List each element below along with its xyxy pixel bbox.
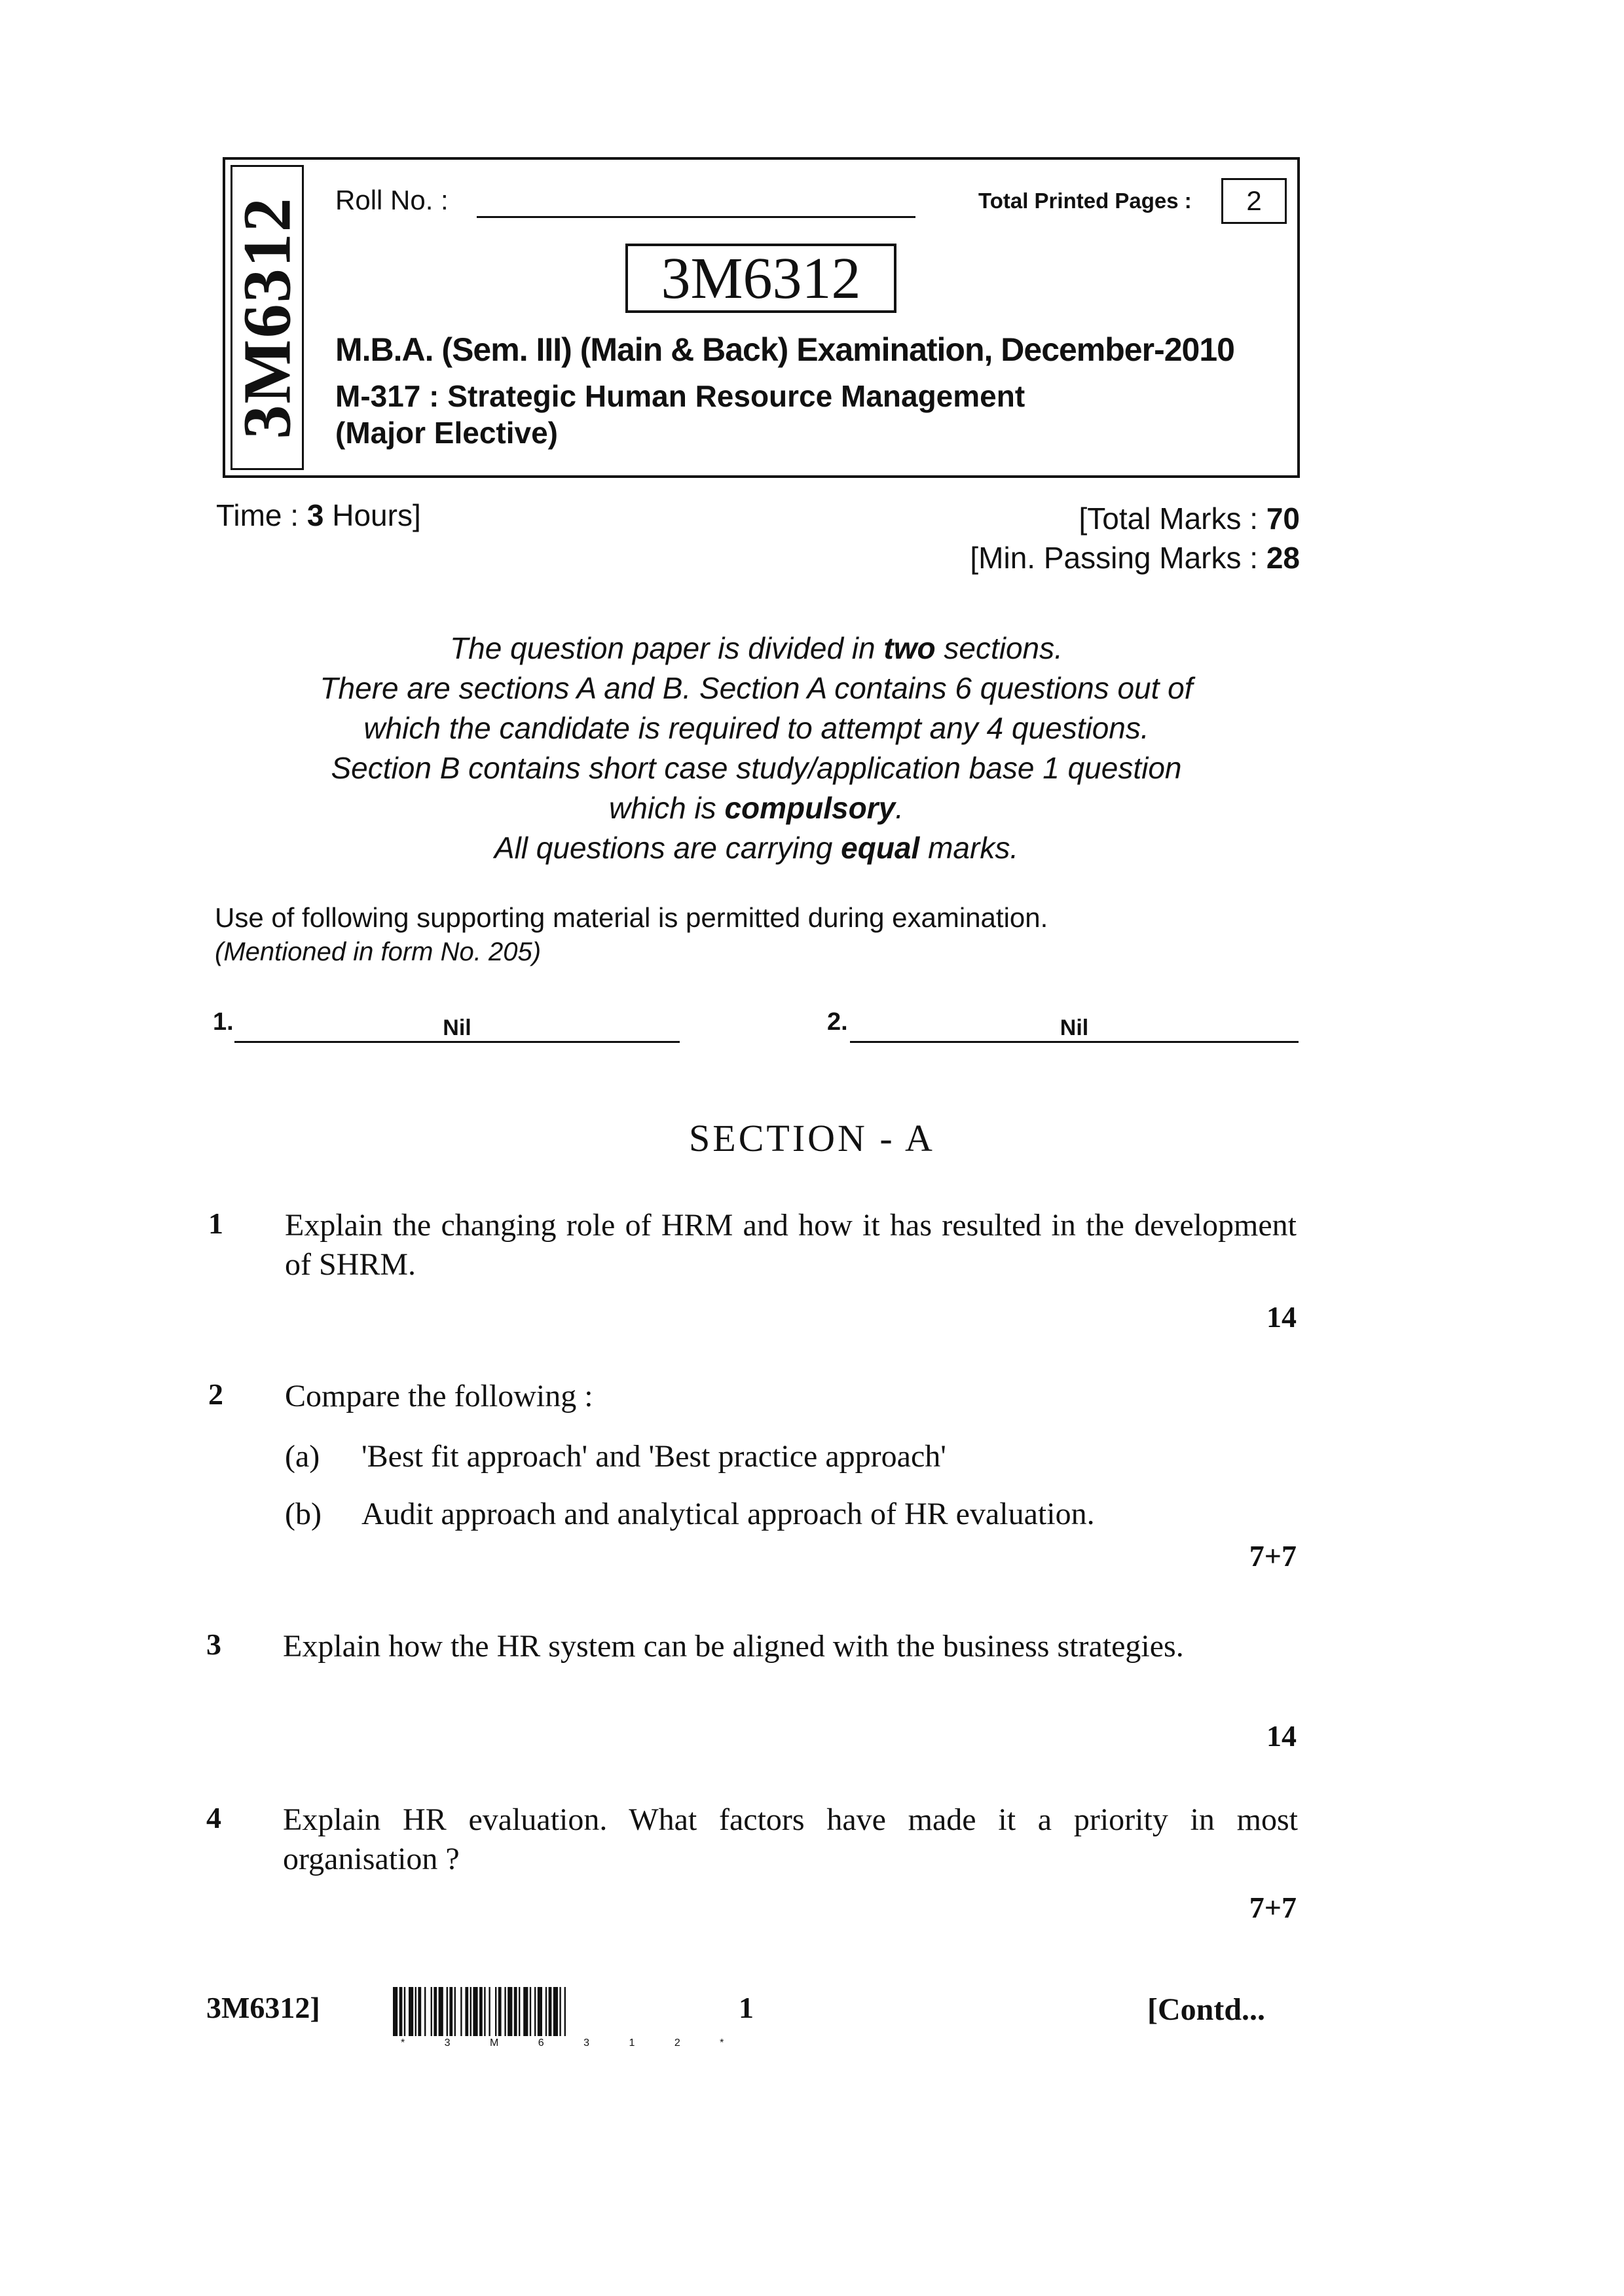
- section-heading: SECTION - A: [689, 1117, 935, 1159]
- question-2b-text: Audit approach and analytical approach of HR evaluation.: [361, 1497, 1095, 1531]
- total-marks: [Total Marks : 70: [1079, 501, 1300, 536]
- subject-title: M-317 : Strategic Human Resource Management: [335, 379, 1025, 413]
- barcode-bar: [484, 1987, 485, 2036]
- instruction-line: which is compulsory.: [609, 791, 904, 825]
- question-4-number: 4: [206, 1801, 221, 1834]
- barcode-bar: [504, 1987, 506, 2036]
- barcode-bar: [439, 1987, 443, 2036]
- barcode-bar: [545, 1987, 547, 2036]
- barcode-bar: [498, 1987, 502, 2036]
- barcode-bar: [431, 1987, 432, 2036]
- instruction-line: Section B contains short case study/application base 1 question: [331, 751, 1182, 785]
- barcode-bar: [447, 1987, 448, 2036]
- barcode-bar: [514, 1987, 517, 2036]
- total-pages-value: 2: [1221, 178, 1287, 224]
- barcode-bar: [473, 1987, 477, 2036]
- material-1-number: 1.: [213, 1008, 234, 1036]
- barcode-bar: [507, 1987, 512, 2036]
- footer-paper-code: 3M6312]: [206, 1991, 320, 2024]
- material-1-line: [234, 1008, 680, 1043]
- roll-number-line: [477, 216, 915, 218]
- barcode-bar: [559, 1987, 561, 2036]
- barcode-bar: [409, 1987, 413, 2036]
- time-value: 3: [306, 498, 324, 532]
- barcode-icon: [393, 1987, 674, 2036]
- barcode-bar: [495, 1987, 496, 2036]
- question-2a-text: 'Best fit approach' and 'Best practice approach': [361, 1439, 946, 1474]
- barcode-caption: * 3 M 6 3 1 2 *: [401, 2037, 743, 2049]
- instruction-line: All questions are carrying equal marks.: [494, 831, 1019, 865]
- barcode-bar: [479, 1987, 483, 2036]
- barcode-bar: [564, 1987, 566, 2036]
- question-2-text: Compare the following :: [285, 1379, 593, 1413]
- elective-label: (Major Elective): [335, 416, 558, 450]
- footer-page-number: 1: [739, 1991, 754, 2024]
- total-pages-label: Total Printed Pages :: [978, 189, 1192, 213]
- question-2-number: 2: [208, 1377, 223, 1411]
- supporting-material-line: Use of following supporting material is permitted during examination.: [215, 902, 1048, 933]
- barcode-bar: [424, 1987, 426, 2036]
- min-marks-value: 28: [1266, 541, 1300, 575]
- instruction-line: The question paper is divided in two sections.: [450, 631, 1063, 665]
- barcode-bar: [393, 1987, 397, 2036]
- barcode-bar: [449, 1987, 452, 2036]
- barcode-bar: [538, 1987, 542, 2036]
- barcode-bar: [465, 1987, 468, 2036]
- footer-continued: [Contd...: [1147, 1992, 1266, 2027]
- min-passing-marks: [Min. Passing Marks : 28: [970, 541, 1300, 575]
- barcode-bar: [489, 1987, 490, 2036]
- barcode-bar: [404, 1987, 405, 2036]
- barcode-bar: [399, 1987, 403, 2036]
- barcode-bar: [470, 1987, 471, 2036]
- total-marks-value: 70: [1266, 501, 1300, 536]
- paper-code: 3M6312: [625, 244, 896, 313]
- barcode-bar: [553, 1987, 558, 2036]
- question-1-number: 1: [208, 1207, 223, 1240]
- instruction-line: There are sections A and B. Section A contains 6 questions out of: [320, 671, 1193, 705]
- barcode-bar: [519, 1987, 520, 2036]
- question-2-marks: 7+7: [1249, 1539, 1297, 1573]
- barcode-bar: [523, 1987, 528, 2036]
- exam-title: M.B.A. (Sem. III) (Main & Back) Examination, December-2010: [335, 331, 1234, 368]
- barcode-bar: [534, 1987, 536, 2036]
- barcode-bar: [530, 1987, 531, 2036]
- side-paper-code: 3M6312: [229, 196, 305, 439]
- question-2a-label: (a): [285, 1439, 320, 1474]
- instructions: [216, 629, 1297, 868]
- instruction-line: which the candidate is required to attempt any 4 questions.: [363, 711, 1149, 745]
- material-2-line: [850, 1008, 1299, 1043]
- question-4-text: Explain HR evaluation. What factors have made it a priority in most organisation ?: [283, 1802, 1298, 1876]
- question-1-marks: 14: [1266, 1300, 1297, 1334]
- material-2-value: Nil: [1060, 1015, 1089, 1040]
- side-paper-code-box: [231, 165, 304, 470]
- question-3-marks: 14: [1266, 1719, 1297, 1753]
- barcode-bar: [434, 1987, 437, 2036]
- question-4-marks: 7+7: [1249, 1891, 1297, 1924]
- time-allowed: Time : 3 Hours]: [216, 498, 421, 532]
- barcode-bar: [418, 1987, 421, 2036]
- barcode-bar: [415, 1987, 416, 2036]
- question-3-number: 3: [206, 1628, 221, 1661]
- question-1-text: Explain the changing role of HRM and how it has resulted in the development of SHRM.: [285, 1208, 1297, 1282]
- barcode-bar: [460, 1987, 462, 2036]
- barcode-bar: [454, 1987, 456, 2036]
- roll-number-label: Roll No. :: [335, 185, 449, 215]
- question-2b-label: (b): [285, 1497, 322, 1531]
- question-3-text: Explain how the HR system can be aligned with the business strategies.: [283, 1629, 1184, 1664]
- material-1-value: Nil: [443, 1015, 471, 1040]
- material-2-number: 2.: [827, 1008, 848, 1036]
- supporting-material-note: (Mentioned in form No. 205): [215, 938, 542, 966]
- barcode-bar: [549, 1987, 552, 2036]
